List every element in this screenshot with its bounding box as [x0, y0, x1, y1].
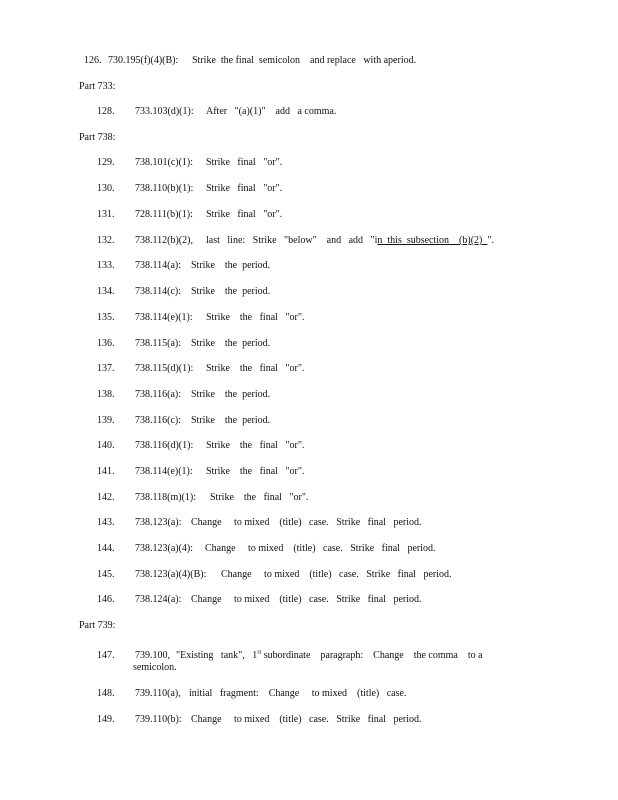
item-number: 128. [97, 106, 115, 117]
item-text: Strike the period. [191, 389, 271, 400]
item-number: 149. [97, 714, 115, 725]
item-text [206, 235, 494, 247]
item-text: Strike the period. [191, 286, 271, 297]
item-text: Strike the period. [191, 260, 271, 271]
item-text-before: last line: Strike "below" and add "i [206, 235, 378, 246]
item-text: Strike the final "or". [206, 312, 305, 323]
item-reference: 738.116(c): [135, 415, 182, 426]
item-reference: 728.111(b)(1): [135, 209, 193, 220]
item-reference: 739.100, [135, 650, 170, 661]
item-reference: 738.112(b)(2), [135, 235, 193, 246]
item-reference: 738.115(d)(1): [135, 363, 194, 374]
item-number: 139. [97, 415, 115, 426]
item-number: 140. [97, 440, 115, 451]
item-reference: 738.115(a): [135, 338, 182, 349]
part-heading: Part 738: [79, 132, 116, 143]
item-text: Strike the period. [191, 338, 271, 349]
item-reference: 738.118(m)(1): [135, 492, 197, 503]
item-text: Strike the final "or". [206, 363, 305, 374]
item-reference: 738.116(d)(1): [135, 440, 194, 451]
part-heading: Part 733: [79, 81, 116, 92]
item-reference: 738.101(c)(1): [135, 157, 194, 168]
item-reference: 738.123(a)(4): [135, 543, 194, 554]
item-reference: 739.110(b): [135, 714, 182, 725]
item-number: 129. [97, 157, 115, 168]
item-number: 145. [97, 569, 115, 580]
item-text: Change to mixed (title) case. Strike final period. [191, 517, 422, 528]
item-text-part-a: "Existing tank", 1 [176, 650, 258, 661]
item-number: 137. [97, 363, 115, 374]
item-reference: 738.116(a): [135, 389, 182, 400]
item-text: Strike the final "or". [206, 466, 305, 477]
item-number: 143. [97, 517, 115, 528]
item-text: Strike the final "or". [206, 440, 305, 451]
item-text-continuation: semicolon. [133, 662, 177, 673]
item-text: initial fragment: Change to mixed (title) case. [189, 688, 407, 699]
item-number: 146. [97, 594, 115, 605]
item-number: 144. [97, 543, 115, 554]
item-text [176, 650, 483, 662]
item-number: 141. [97, 466, 115, 477]
item-reference: 730.195(f)(4)(B): [108, 55, 179, 66]
item-text: Strike final "or". [206, 209, 283, 220]
item-number: 133. [97, 260, 115, 271]
item-text: Strike the final "or". [210, 492, 309, 503]
item-number: 135. [97, 312, 115, 323]
item-number: 138. [97, 389, 115, 400]
item-reference: 738.114(e)(1): [135, 466, 193, 477]
item-text: Change to mixed (title) case. Strike final period. [205, 543, 436, 554]
item-text: Strike the period. [191, 415, 271, 426]
item-reference: 738.124(a): [135, 594, 182, 605]
item-text: Strike the final semicolon and replace with aperiod. [192, 55, 417, 66]
item-number: 147. [97, 650, 115, 661]
item-text-superscript: st [257, 649, 262, 656]
item-text-underlined: n this subsection (b)(2) [377, 235, 488, 246]
item-text: Change to mixed (title) case. Strike final period. [191, 594, 422, 605]
part-heading: Part 739: [79, 620, 116, 631]
item-reference: 738.114(a): [135, 260, 182, 271]
item-reference: 733.103(d)(1): [135, 106, 194, 117]
item-number: 148. [97, 688, 115, 699]
item-number: 126. [84, 55, 102, 66]
item-number: 136. [97, 338, 115, 349]
item-reference: 738.110(b)(1): [135, 183, 194, 194]
item-text-after: ". [487, 235, 494, 246]
item-number: 132. [97, 235, 115, 246]
item-reference: 738.114(e)(1): [135, 312, 193, 323]
item-number: 142. [97, 492, 115, 503]
item-text-part-b: subordinate paragraph: Change the comma to a [261, 650, 483, 661]
item-reference: 738.123(a)(4)(B): [135, 569, 207, 580]
item-text: Change to mixed (title) case. Strike final period. [221, 569, 452, 580]
item-reference: 739.110(a), [135, 688, 181, 699]
item-number: 131. [97, 209, 115, 220]
item-reference: 738.123(a): [135, 517, 182, 528]
item-text: After "(a)(1)" add a comma. [206, 106, 337, 117]
item-text: Strike final "or". [206, 157, 283, 168]
item-number: 130. [97, 183, 115, 194]
item-number: 134. [97, 286, 115, 297]
item-reference: 738.114(c): [135, 286, 182, 297]
item-text: Change to mixed (title) case. Strike final period. [191, 714, 422, 725]
item-text: Strike final "or". [206, 183, 283, 194]
